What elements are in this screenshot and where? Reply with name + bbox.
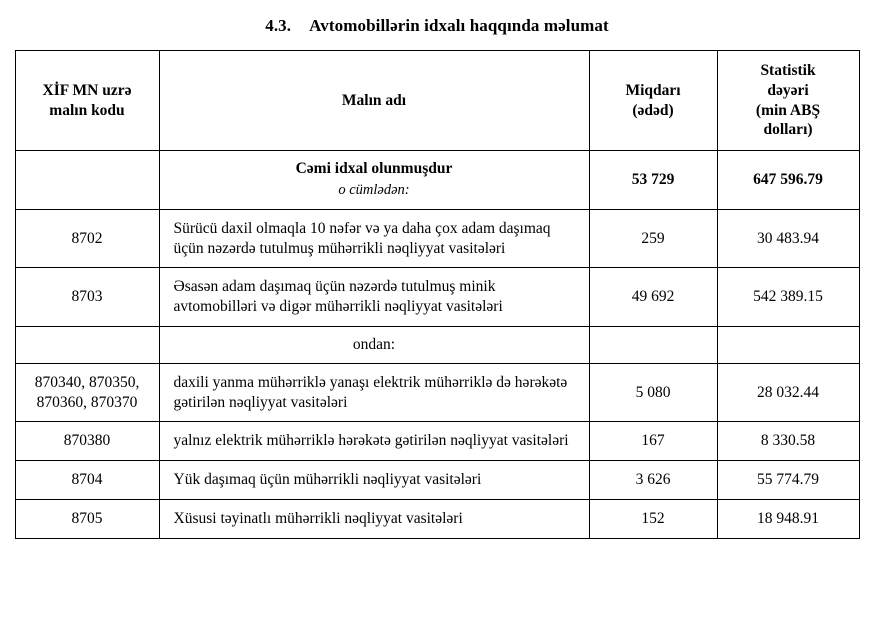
cell-name: Xüsusi təyinatlı mühərrikli nəqliyyat vasitələri [159, 500, 589, 539]
cell-code [15, 327, 159, 364]
table-header [15, 51, 859, 151]
cell-quantity: 259 [589, 209, 717, 268]
cell-quantity: 167 [589, 422, 717, 461]
cell-quantity: 53 729 [589, 151, 717, 209]
cell-code: 8702 [15, 209, 159, 268]
table-row [15, 363, 859, 422]
total-label: Cəmi idxal olunmuşdur [295, 160, 453, 178]
table-row [15, 268, 859, 327]
cell-code [15, 151, 159, 209]
cell-name: ondan: [159, 327, 589, 364]
total-subnote: o cümlədən: [338, 182, 410, 199]
cell-name: Əsasən adam daşımaq üçün nəzərdə tutulmuş minik avtomobilləri və digər mühərrikli nəqliyyat vasitələri [159, 268, 589, 327]
cell-quantity: 5 080 [589, 363, 717, 422]
table-row [15, 500, 859, 539]
column-header-name: Malın adı [159, 51, 589, 151]
cell-name: Sürücü daxil olmaqla 10 nəfər və ya daha çox adam daşımaq üçün nəzərdə tutulmuş mühərrikli nəqliyyat vasitələri [159, 209, 589, 268]
cell-quantity [589, 327, 717, 364]
cell-name [159, 151, 589, 209]
column-header-quantity: Miqdarı (ədəd) [589, 51, 717, 151]
cell-quantity: 3 626 [589, 461, 717, 500]
cell-name: Yük daşımaq üçün mühərrikli nəqliyyat vasitələri [159, 461, 589, 500]
table-row [15, 209, 859, 268]
cell-code: 8703 [15, 268, 159, 327]
import-statistics-table [15, 50, 860, 539]
cell-name: yalnız elektrik mühərriklə hərəkətə gətirilən nəqliyyat vasitələri [159, 422, 589, 461]
table-row [15, 422, 859, 461]
cell-value: 30 483.94 [717, 209, 859, 268]
cell-value [717, 327, 859, 364]
column-header-code: XİF MN uzrə malın kodu [15, 51, 159, 151]
cell-quantity: 49 692 [589, 268, 717, 327]
table-row [15, 461, 859, 500]
table-body [15, 151, 859, 539]
cell-value: 18 948.91 [717, 500, 859, 539]
section-number: 4.3. [265, 16, 292, 35]
column-header-value: Statistik dəyəri (min ABŞ dolları) [717, 51, 859, 151]
cell-code: 870380 [15, 422, 159, 461]
cell-quantity: 152 [589, 500, 717, 539]
cell-value: 542 389.15 [717, 268, 859, 327]
cell-name: daxili yanma mühərriklə yanaşı elektrik mühərriklə də hərəkətə gətirilən nəqliyyat vasitələri [159, 363, 589, 422]
cell-value: 28 032.44 [717, 363, 859, 422]
cell-code: 8704 [15, 461, 159, 500]
cell-value: 55 774.79 [717, 461, 859, 500]
section-title: Avtomobillərin idxalı haqqında məlumat [309, 16, 609, 35]
table-row [15, 327, 859, 364]
cell-code: 8705 [15, 500, 159, 539]
table-header-row [15, 51, 859, 151]
cell-value: 647 596.79 [717, 151, 859, 209]
table-row [15, 151, 859, 209]
cell-value: 8 330.58 [717, 422, 859, 461]
cell-code: 870340, 870350, 870360, 870370 [15, 363, 159, 422]
page-title [0, 0, 874, 50]
